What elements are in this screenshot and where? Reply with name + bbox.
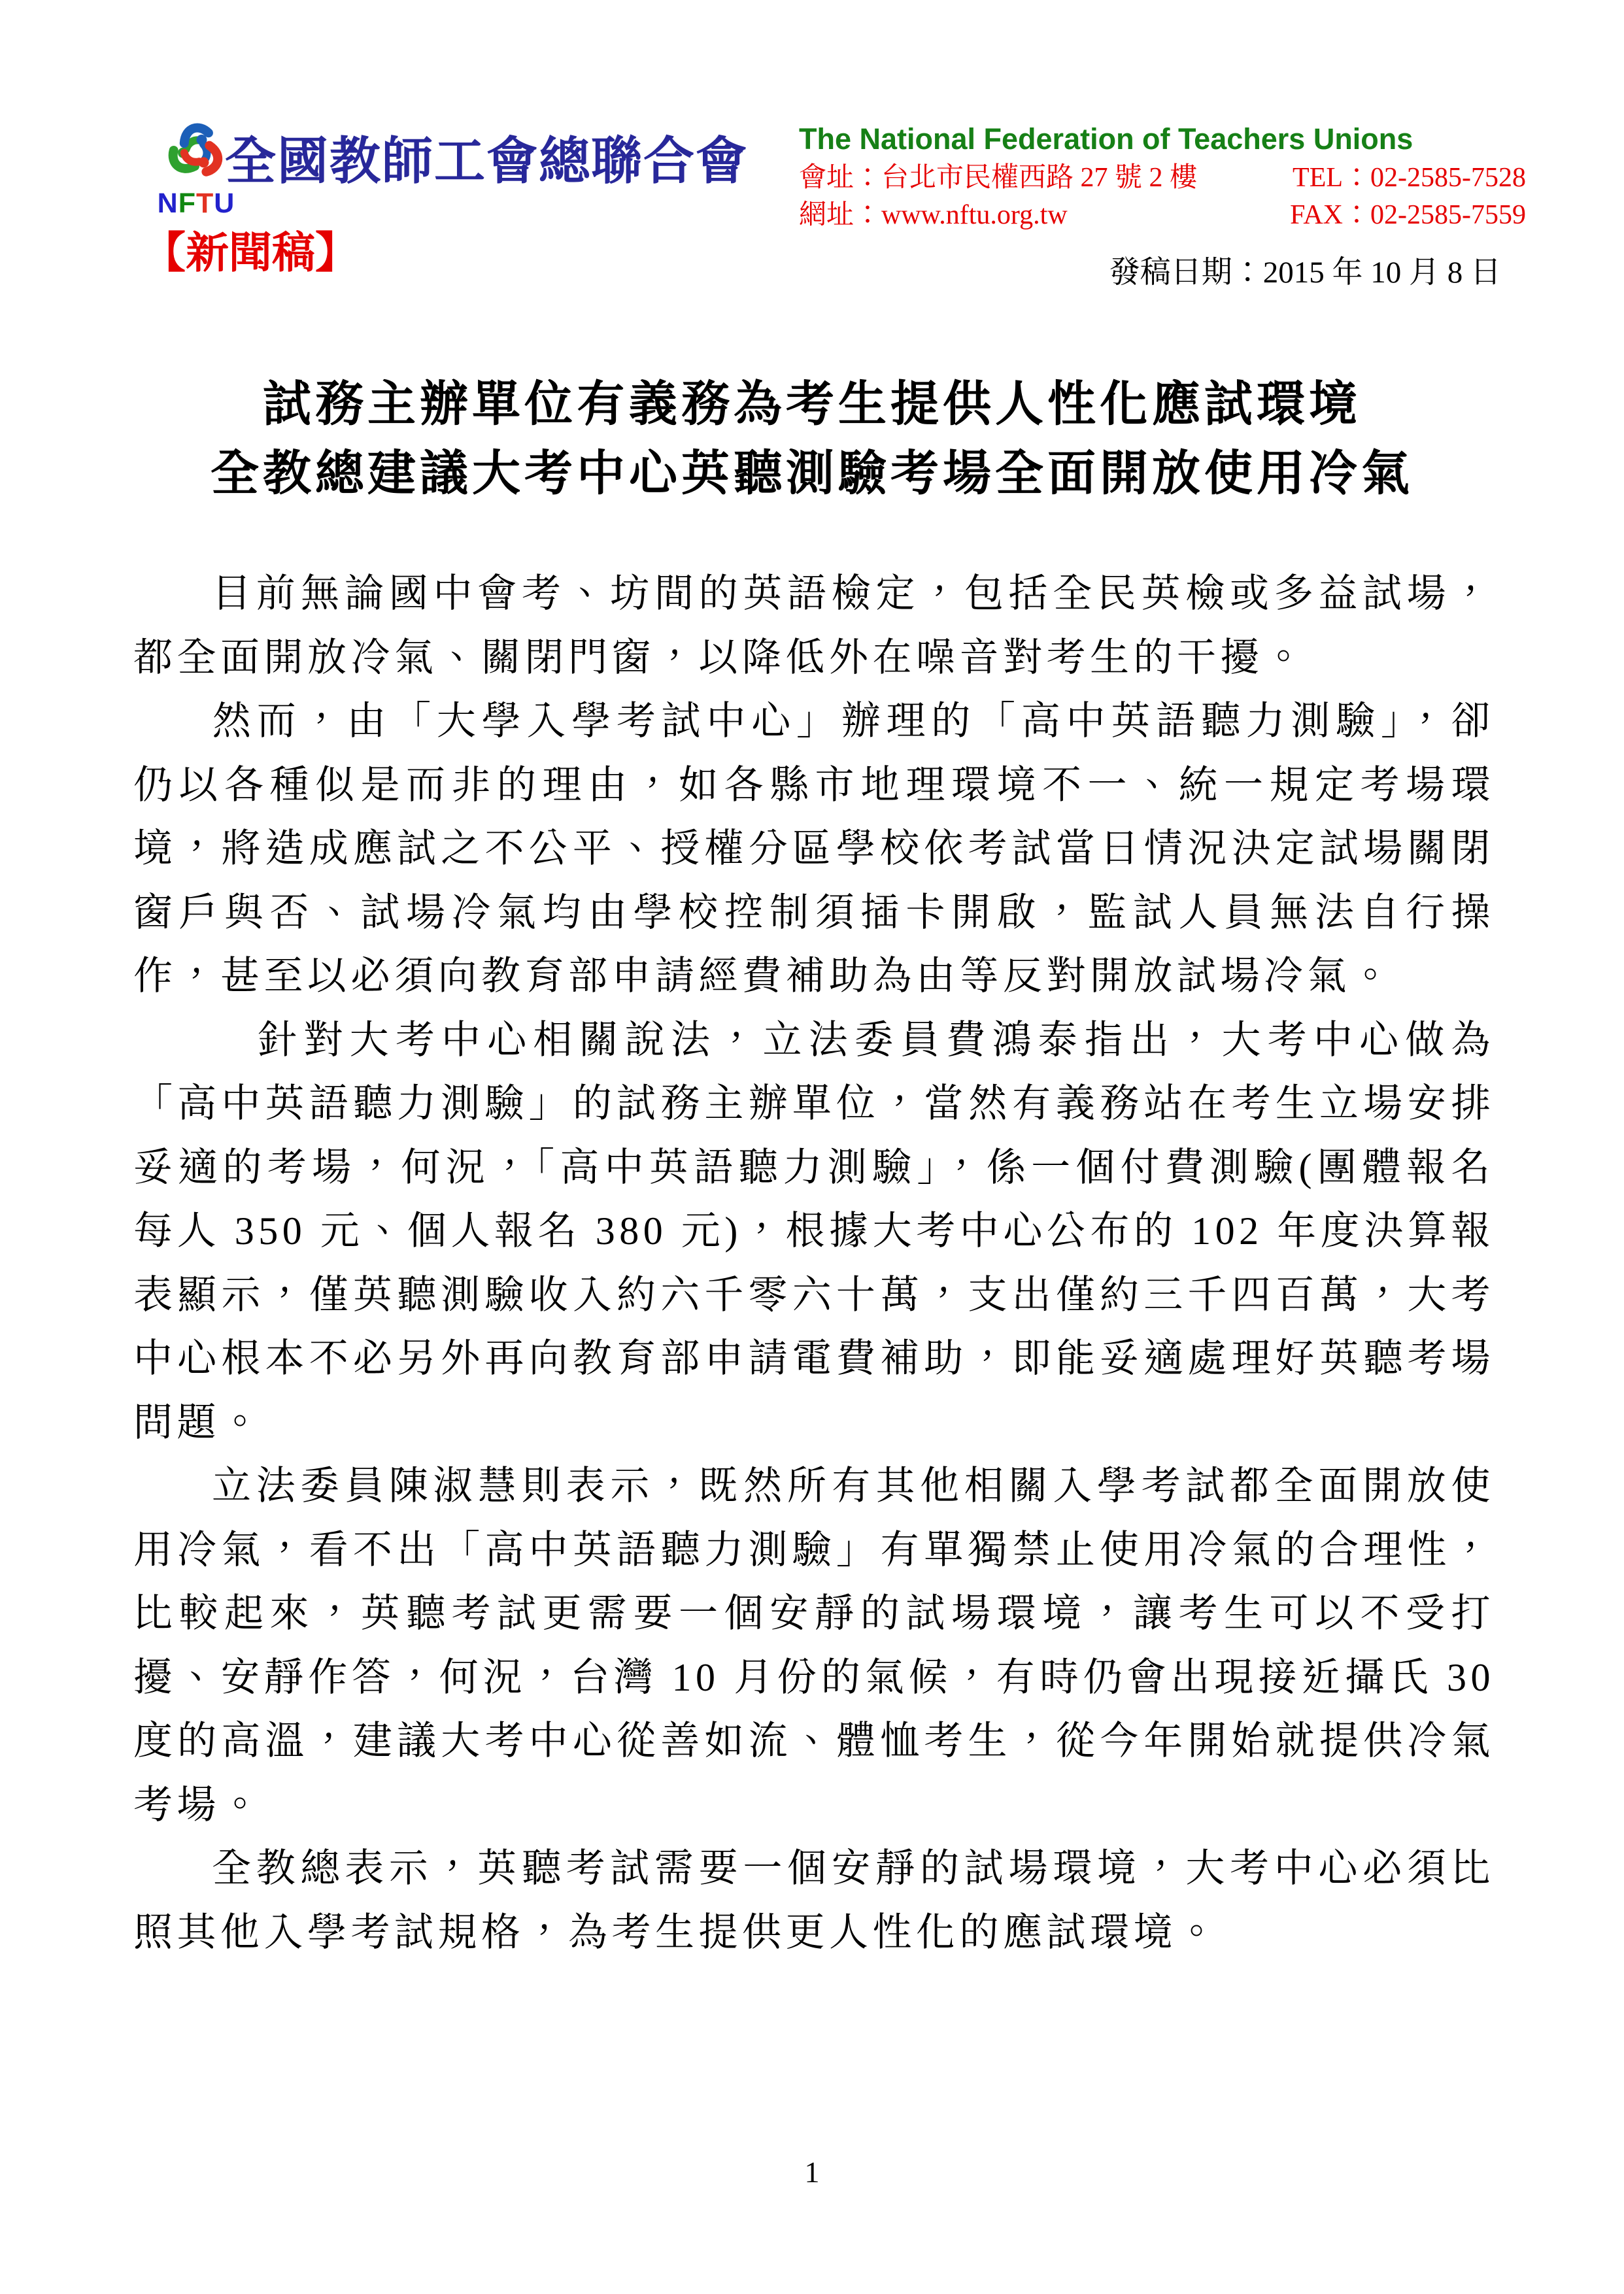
release-date: 發稿日期：2015 年 10 月 8 日 <box>1109 256 1501 290</box>
header-address-row <box>799 163 1526 193</box>
nftu-letter: N <box>157 188 178 219</box>
title-line-1: 試務主辦單位有義務為考生提供人性化應試環境 <box>263 378 1361 431</box>
page-number: 1 <box>804 2155 820 2189</box>
fax-text: FAX：02-2585-7559 <box>1290 199 1526 230</box>
nftu-letter: F <box>178 188 196 219</box>
header-website-row <box>799 200 1526 230</box>
org-name-chinese: 全國教師工會總聯合會 <box>225 133 749 190</box>
website-text: 網址：www.nftu.org.tw <box>799 199 1068 230</box>
paragraph: 立法委員陳淑慧則表示，既然所有其他相關入學考試都全面開放使用冷氣，看不出「高中英語聽力測驗」有單獨禁止使用冷氣的合理性，比較起來，英聽考試更需要一個安靜的試場環境，讓考生可以不受打擾、安靜作答，何況，台灣 10 月份的氣候，有時仍會出現接近攝氏 30 度的高溫，建議大考中心從善如流、體恤考生，從今年開始就提供冷氣考場。 <box>133 1464 1495 1827</box>
press-release-tag: 【新聞稿】 <box>143 229 358 277</box>
title-line-2: 全教總建議大考中心英聽測驗考場全面開放使用冷氣 <box>211 447 1413 501</box>
paragraph: 全教總表示，英聽考試需要一個安靜的試場環境，大考中心必須比照其他入學考試規格，為考生提供更人性化的應試環境。 <box>133 1847 1495 1954</box>
paragraph: 然而，由「大學入學考試中心」辦理的「高中英語聽力測驗」，卻仍以各種似是而非的理由，如各縣市地理環境不一、統一規定考場環境，將造成應試之不公平、授權分區學校依考試當日情況決定試場關閉窗戶與否、試場冷氣均由學校控制須插卡開啟，監試人員無法自行操作，甚至以必須向教育部申請經費補助為由等反對開放試場冷氣。 <box>133 700 1495 998</box>
document-title <box>0 370 1624 509</box>
body-paragraphs <box>133 562 1495 1965</box>
address-text: 會址：台北市民權西路 27 號 2 樓 <box>799 162 1198 193</box>
org-name-english: The National Federation of Teachers Unions <box>799 122 1413 156</box>
nftu-letter: U <box>214 188 235 219</box>
paragraph: 目前無論國中會考、坊間的英語檢定，包括全民英檢或多益試場，都全面開放冷氣、關閉門窗，以降低外在噪音對考生的干擾。 <box>133 572 1495 679</box>
nftu-logo-letters <box>139 190 254 218</box>
paragraph: 針對大考中心相關說法，立法委員費鴻泰指出，大考中心做為「高中英語聽力測驗」的試務主辦單位，當然有義務站在考生立場安排妥適的考場，何況，「高中英語聽力測驗」，係一個付費測驗(團體報名每人 350 元、個人報名 380 元)，根據大考中心公布的 102 年度決算報表顯示，僅英聽測驗收入約六千零六十萬，支出僅約三千四百萬，大考中心根本不必另外再向教育部申請電費補助，即能妥適處理好英聽考場問題。 <box>133 1018 1495 1444</box>
nftu-letter: T <box>196 188 214 219</box>
header-contact-block <box>799 123 1526 230</box>
tel-text: TEL：02-2585-7528 <box>1293 162 1526 193</box>
